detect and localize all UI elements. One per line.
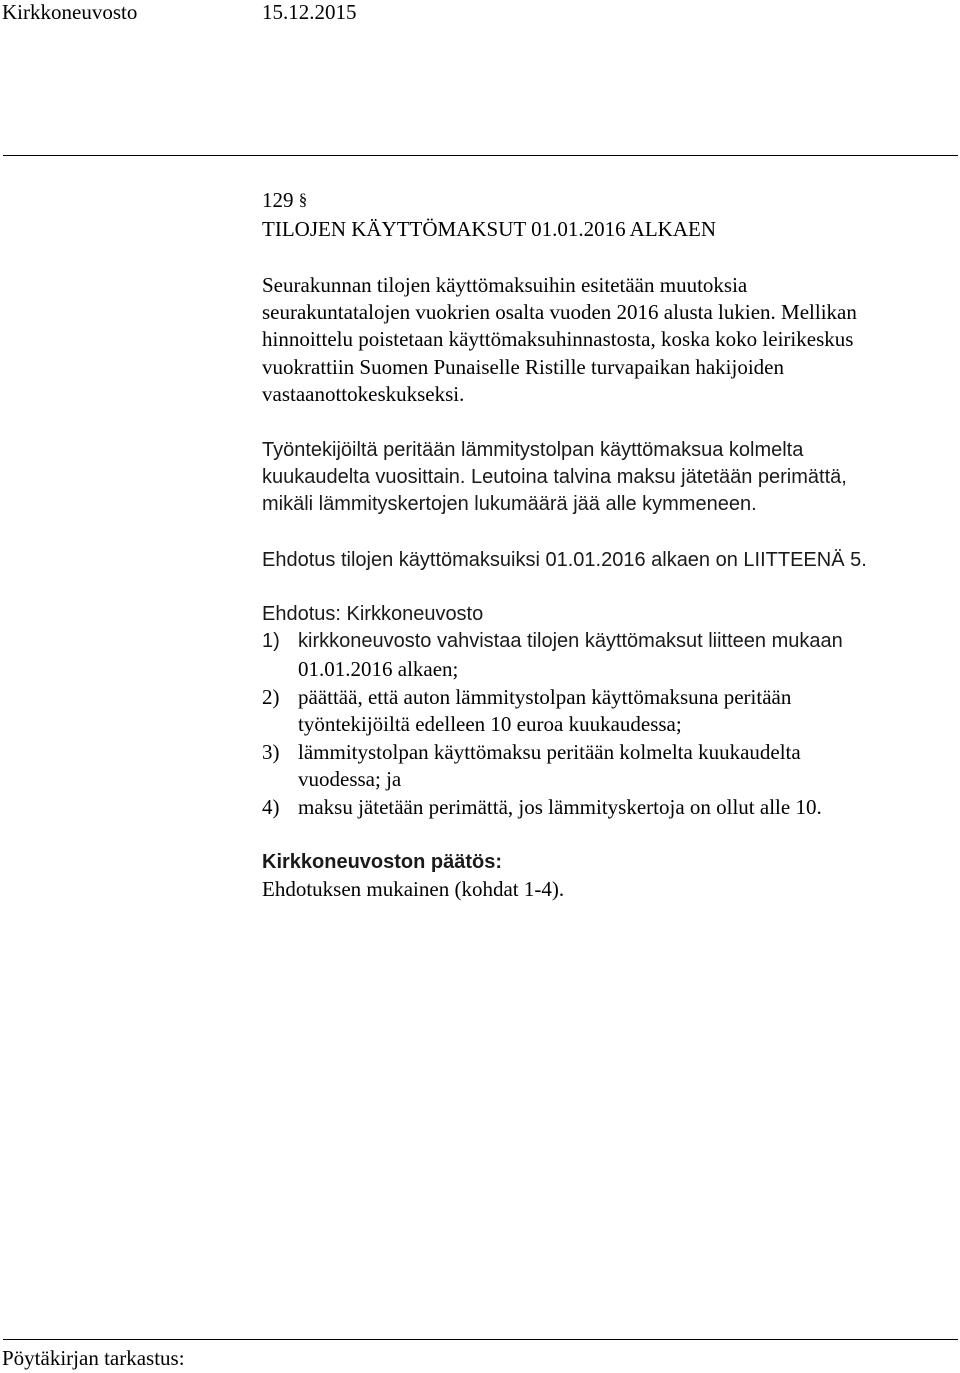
- proposal-item-number: 1): [262, 630, 280, 652]
- proposal-item-text: 01.01.2016 alkaen;: [298, 657, 459, 681]
- body-p2-line: kuukaudelta vuosittain. Leutoina talvina maksu jätetään perimättä,: [262, 466, 847, 488]
- decision-heading: Kirkkoneuvoston päätös:: [262, 851, 503, 873]
- item-number: 129: [262, 188, 294, 212]
- proposal-heading: Ehdotus: Kirkkoneuvosto: [262, 603, 484, 625]
- proposal-item-number: 2): [262, 685, 280, 709]
- header-divider: [3, 155, 958, 156]
- header-date: 15.12.2015: [262, 0, 357, 24]
- proposal-item-number: 4): [262, 795, 280, 819]
- body-p3: Ehdotus tilojen käyttömaksuiksi 01.01.2016 alkaen on LIITTEENÄ 5.: [262, 549, 867, 571]
- proposal-item-text: maksu jätetään perimättä, jos lämmityskertoja on ollut alle 10.: [298, 795, 822, 819]
- proposal-item-text: työntekijöiltä edelleen 10 euroa kuukaudessa;: [298, 712, 682, 736]
- section-mark: §: [298, 190, 308, 209]
- body-p1-line: hinnoittelu poistetaan käyttömaksuhinnastosta, koska koko leirikeskus: [262, 327, 854, 351]
- item-number-line: [262, 187, 307, 213]
- decision-text: Ehdotuksen mukainen (kohdat 1-4).: [262, 877, 565, 901]
- body-p1-line: vastaanottokeskukseksi.: [262, 382, 465, 406]
- proposal-item-text: päättää, että auton lämmitystolpan käyttömaksuna peritään: [298, 685, 792, 709]
- body-p2-line: mikäli lämmityskertojen lukumäärä jää alle kymmeneen.: [262, 493, 757, 515]
- body-p1-line: seurakuntatalojen vuokrien osalta vuoden 2016 alusta lukien. Mellikan: [262, 300, 857, 324]
- header-organization: Kirkkoneuvosto: [2, 0, 138, 24]
- body-p2-line: Työntekijöiltä peritään lämmitystolpan käyttömaksua kolmelta: [262, 439, 804, 461]
- footer-label: Pöytäkirjan tarkastus:: [2, 1346, 185, 1370]
- proposal-item-text: lämmitystolpan käyttömaksu peritään kolmelta kuukaudelta: [298, 740, 801, 764]
- proposal-item-text: kirkkoneuvosto vahvistaa tilojen käyttömaksut liitteen mukaan: [298, 630, 843, 652]
- body-p1-line: vuokrattiin Suomen Punaiselle Ristille turvapaikan hakijoiden: [262, 355, 784, 379]
- footer-divider: [3, 1339, 958, 1340]
- body-p1-line: Seurakunnan tilojen käyttömaksuihin esitetään muutoksia: [262, 273, 748, 297]
- item-title: TILOJEN KÄYTTÖMAKSUT 01.01.2016 ALKAEN: [262, 217, 717, 241]
- proposal-item-text: vuodessa; ja: [298, 767, 402, 791]
- proposal-item-number: 3): [262, 740, 280, 764]
